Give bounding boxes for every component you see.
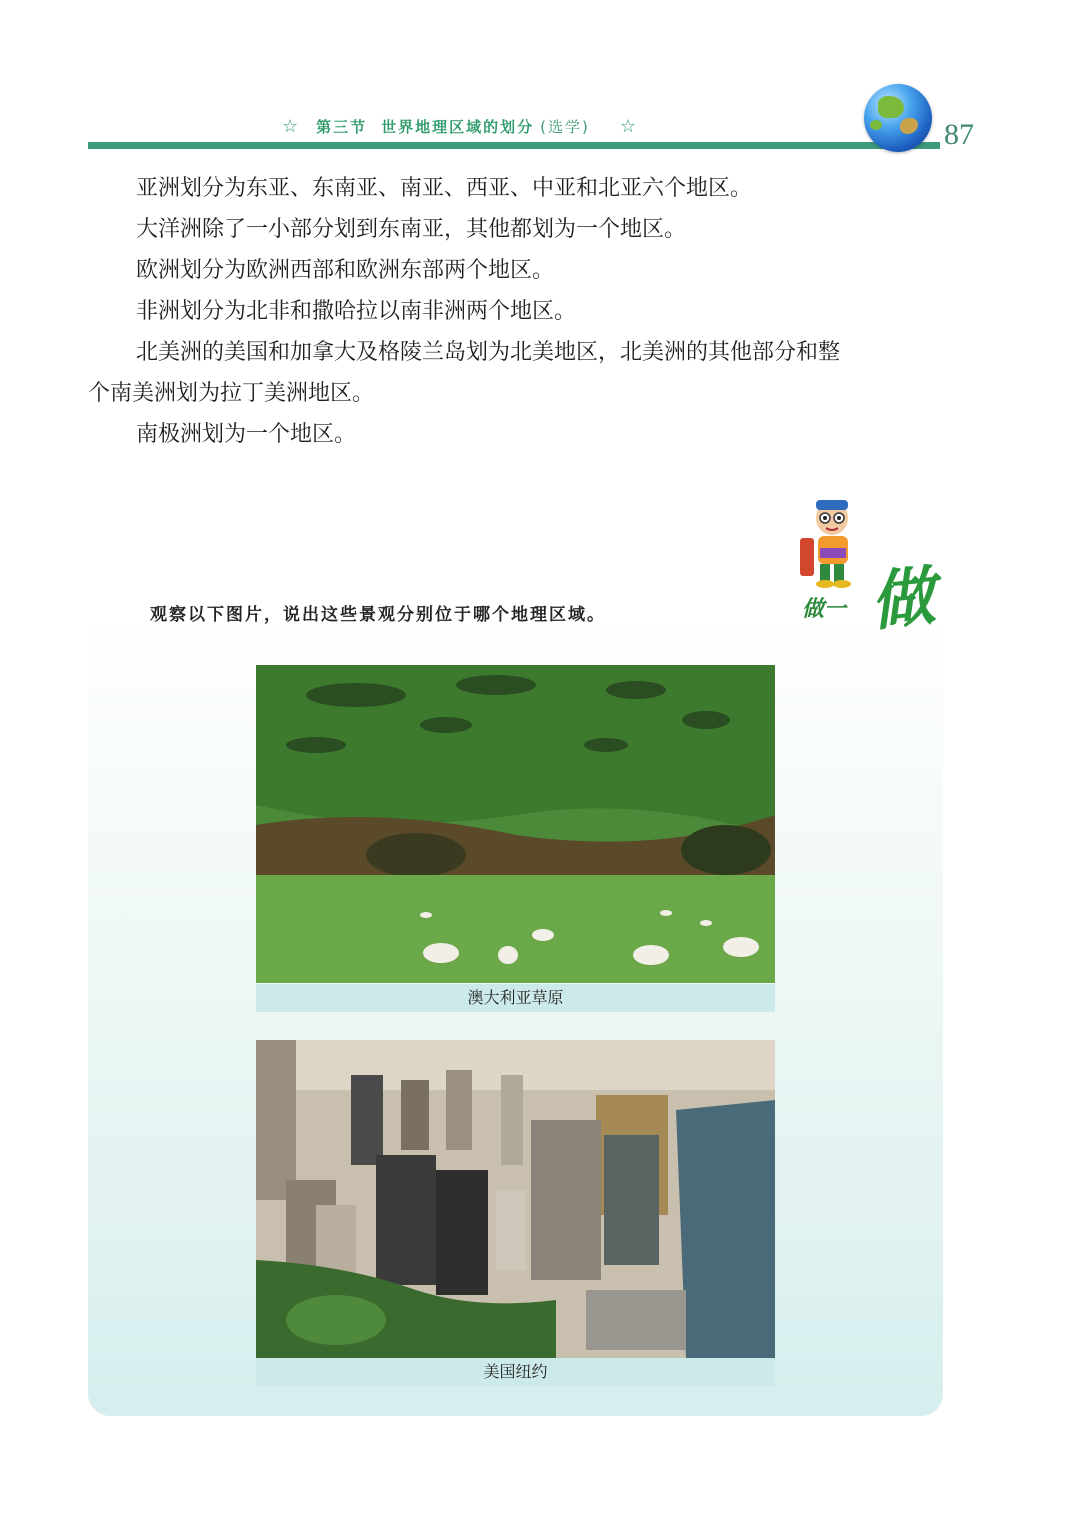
section-number: 第三节 <box>316 117 368 136</box>
activity-prompt: 观察以下图片，说出这些景观分别位于哪个地理区域。 <box>150 605 606 625</box>
star-icon: ☆ <box>619 115 639 137</box>
photo-caption: 澳大利亚草原 <box>256 984 775 1012</box>
globe-icon <box>864 84 932 152</box>
page-number: 87 <box>944 118 974 151</box>
optional-tag: (选学) <box>540 117 590 136</box>
mascot-icon <box>796 498 866 590</box>
photo-caption: 美国纽约 <box>256 1358 775 1386</box>
paragraph: 大洋洲除了一小部分划到东南亚，其他都划为一个地区。 <box>136 217 687 242</box>
activity-label-big: 做 <box>866 558 939 641</box>
star-icon: ☆ <box>282 115 301 137</box>
paragraph: 欧洲划分为欧洲西部和欧洲东部两个地区。 <box>136 258 555 283</box>
paragraph: 非洲划分为北非和撒哈拉以南非洲两个地区。 <box>136 299 577 324</box>
body-text <box>88 168 848 455</box>
header-rule <box>88 142 940 149</box>
paragraph: 南极洲划为一个地区。 <box>136 422 357 447</box>
running-header <box>282 113 682 139</box>
paragraph: 亚洲划分为东亚、东南亚、南亚、西亚、中亚和北亚六个地区。 <box>136 176 753 201</box>
activity-label-small: 做一 <box>802 597 847 622</box>
paragraph: 北美洲的美国和加拿大及格陵兰岛划为北美地区，北美洲的其他部分和整个南美洲划为拉丁美洲地区。 <box>88 340 841 406</box>
section-title: 世界地理区域的划分 <box>381 117 535 136</box>
grassland-sheep-photo <box>256 665 775 983</box>
city-skyline-photo <box>256 1040 775 1358</box>
